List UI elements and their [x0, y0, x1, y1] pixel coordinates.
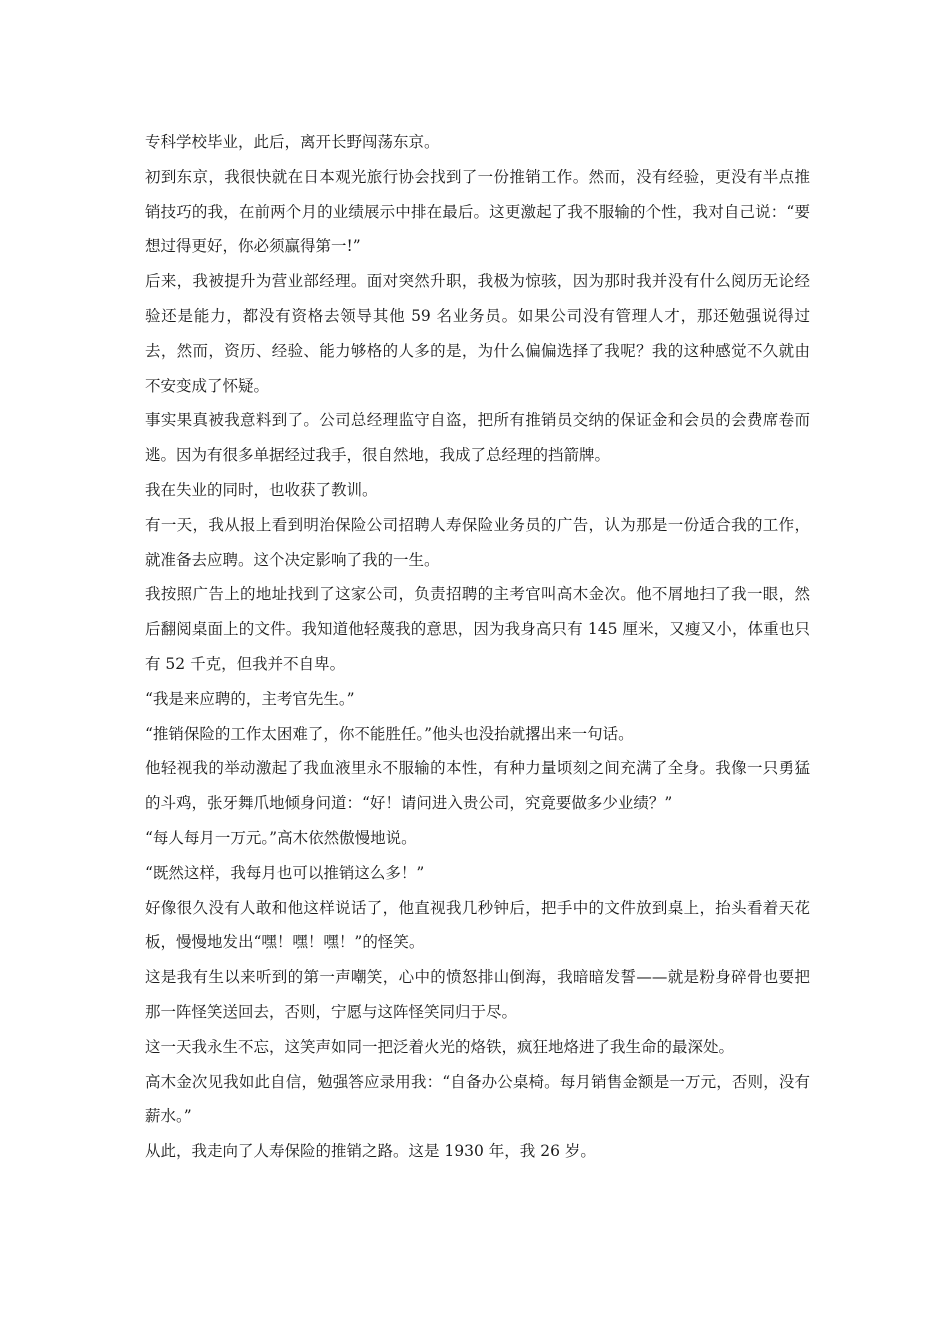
paragraph: “每人每月一万元。”高木依然傲慢地说。 [145, 828, 417, 847]
paragraph: 初到东京，我很快就在日本观光旅行协会找到了一份推销工作。然而，没有经验，更没有半点推销技巧的我，在前两个月的业绩展示中排在最后。这更激起了我不服输的个性，我对自己说：“要想过得更好，你必须赢得第一!” [145, 167, 810, 256]
paragraph: 这是我有生以来听到的第一声嘲笑，心中的愤怒排山倒海，我暗暗发誓——就是粉身碎骨也要把那一阵怪笑送回去，否则，宁愿与这阵怪笑同归于尽。 [145, 968, 810, 1021]
paragraph: 有一天，我从报上看到明治保险公司招聘人寿保险业务员的广告，认为那是一份适合我的工作，就准备去应聘。这个决定影响了我的一生。 [145, 515, 810, 569]
paragraph: 我在失业的同时，也收获了教训。 [145, 480, 378, 499]
paragraph: “既然这样，我每月也可以推销这么多！” [145, 863, 425, 882]
paragraph: 好像很久没有人敢和他这样说话了，他直视我几秒钟后，把手中的文件放到桌上，抬头看着天花板，慢慢地发出“嘿！嘿！嘿！”的怪笑。 [145, 898, 810, 952]
paragraph: “推销保险的工作太困难了，你不能胜任。”他头也没抬就撂出来一句话。 [145, 724, 634, 743]
paragraph: 高木金次见我如此自信，勉强答应录用我：“自备办公桌椅。每月销售金额是一万元，否则，没有薪水。” [145, 1072, 810, 1126]
paragraph: 他轻视我的举动激起了我血液里永不服输的本性，有种力量顷刻之间充满了全身。我像一只勇猛的斗鸡，张牙舞爪地倾身问道：“好！请问进入贵公司，究竟要做多少业绩？” [145, 759, 810, 813]
paragraph: 这一天我永生不忘，这笑声如同一把泛着火光的烙铁，疯狂地烙进了我生命的最深处。 [145, 1037, 735, 1056]
paragraph: 事实果真被我意料到了。公司总经理监守自盗，把所有推销员交纳的保证金和会员的会费席卷而逃。因为有很多单据经过我手，很自然地，我成了总经理的挡箭牌。 [145, 411, 810, 465]
paragraph: 后来，我被提升为营业部经理。面对突然升职，我极为惊骇，因为那时我并没有什么阅历无论经验还是能力，都没有资格去领导其他 59 名业务员。如果公司没有管理人才，那还勉强说得过去，然而，资历、经验、能力够格的人多的是，为什么偏偏选择了我呢？我的这种感觉不久就由不安变成了怀疑。 [145, 272, 810, 395]
paragraph: 从此，我走向了人寿保险的推销之路。这是 1930 年，我 26 岁。 [145, 1142, 596, 1161]
paragraph: “我是来应聘的，主考官先生。” [145, 689, 355, 708]
paragraph: 专科学校毕业，此后，离开长野闯荡东京。 [145, 133, 440, 151]
document-body [145, 125, 810, 1169]
paragraph: 我按照广告上的地址找到了这家公司，负责招聘的主考官叫高木金次。他不屑地扫了我一眼，然后翻阅桌面上的文件。我知道他轻蔑我的意思，因为我身高只有 145 厘米，又瘦又小，体重也只有 52 千克，但我并不自卑。 [145, 585, 810, 673]
